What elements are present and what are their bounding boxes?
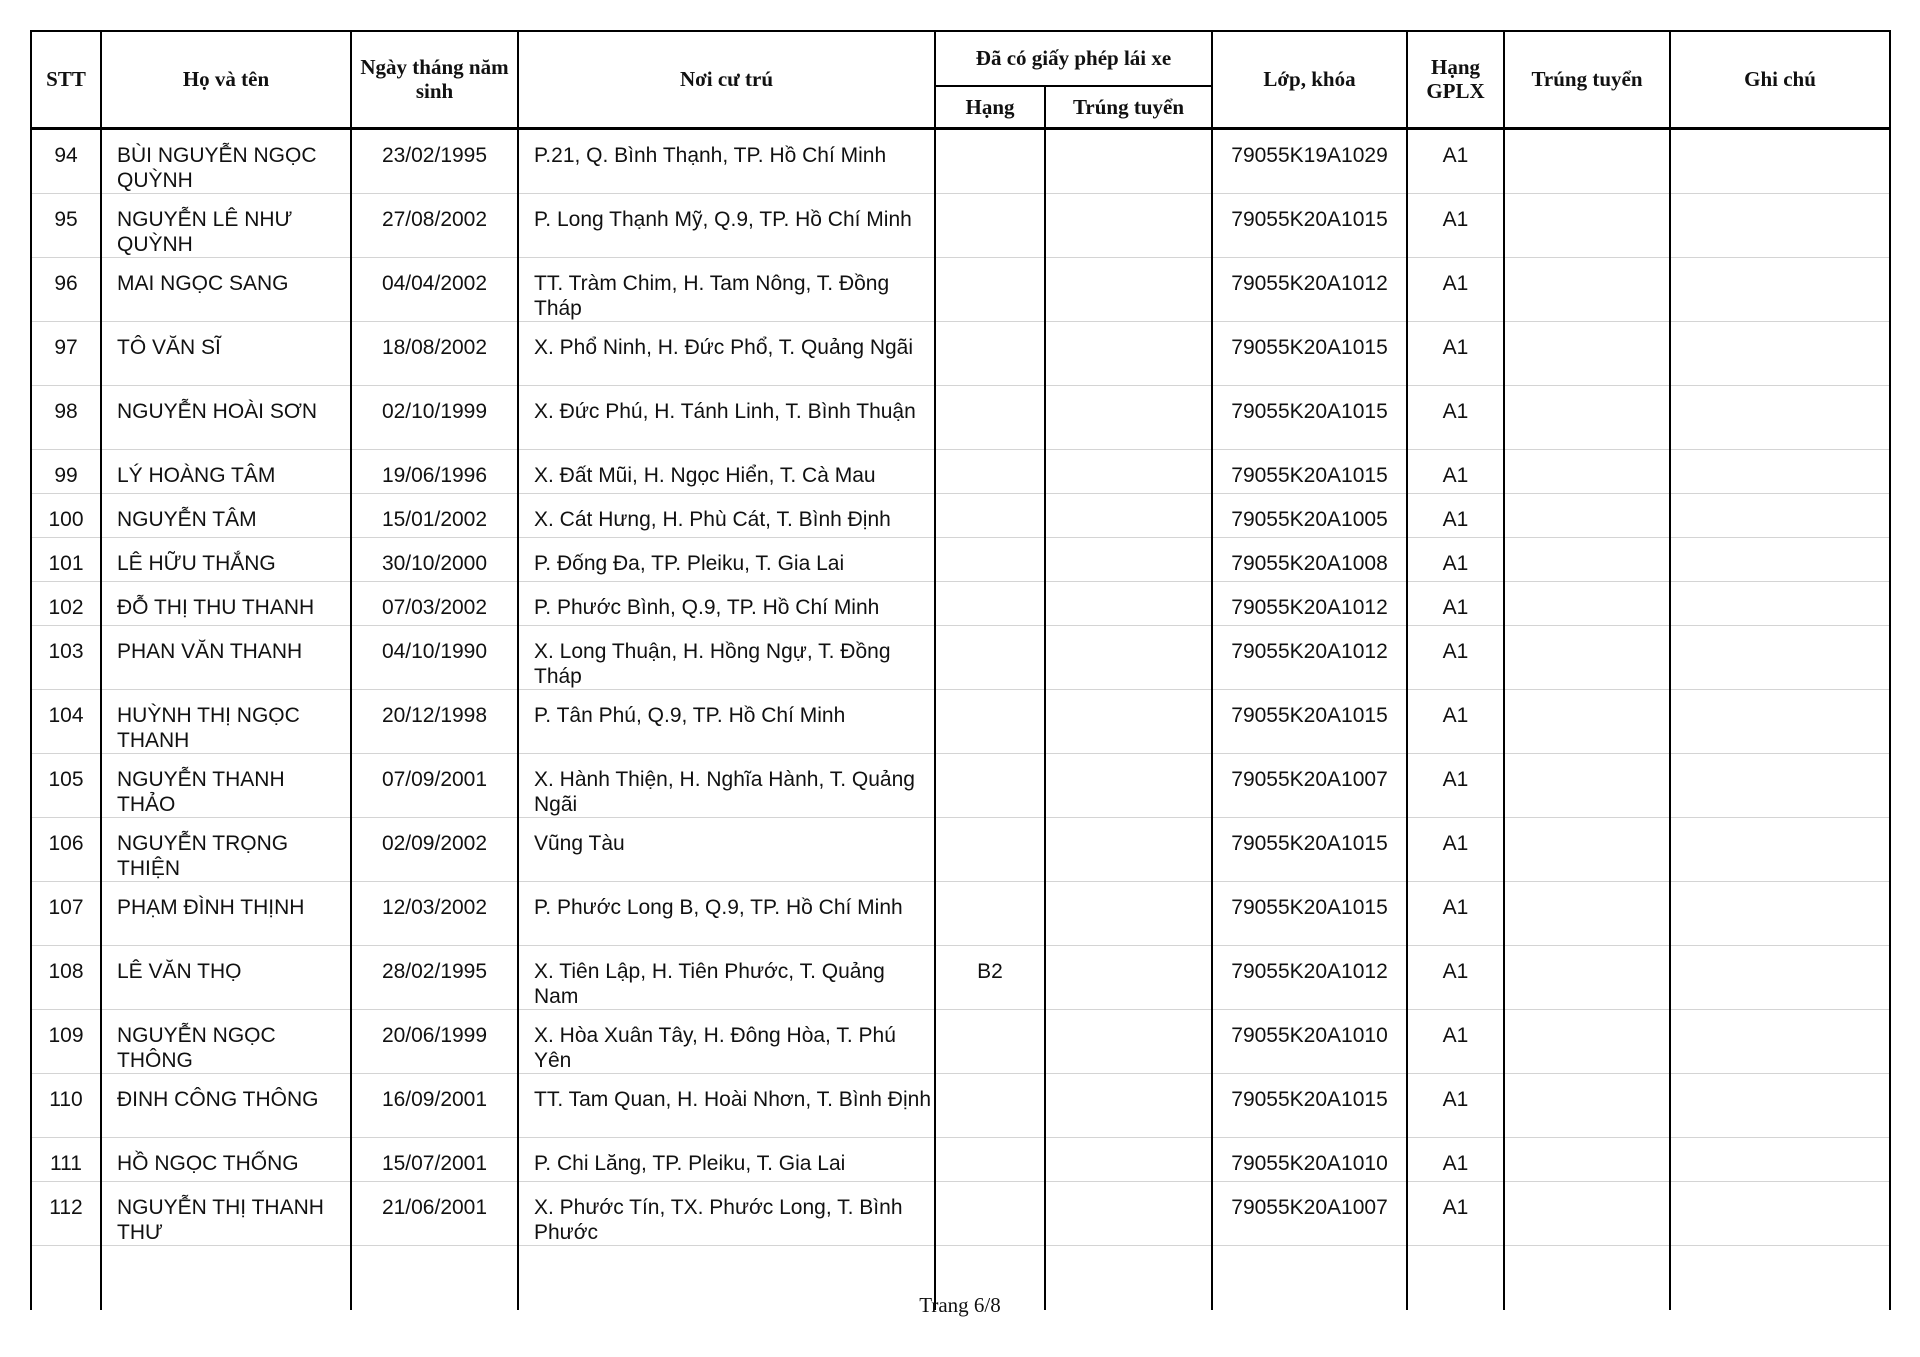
- name-cell: LÊ HỮU THẮNG: [101, 537, 351, 581]
- name-cell: NGUYỄN THANH THẢO: [101, 753, 351, 817]
- dob-cell: 21/06/2001: [351, 1181, 518, 1245]
- residence-cell: TT. Tam Quan, H. Hoài Nhơn, T. Bình Định: [518, 1073, 935, 1137]
- license-passed-cell: [1045, 321, 1212, 385]
- passed-cell: [1504, 257, 1670, 321]
- candidate-table: [30, 30, 1891, 1310]
- dob-cell: 15/07/2001: [351, 1137, 518, 1181]
- passed-cell: [1504, 753, 1670, 817]
- class-course-cell: 79055K20A1015: [1212, 193, 1407, 257]
- table-row: [31, 625, 1890, 689]
- license-class-cell: [935, 1073, 1045, 1137]
- license-class-cell: [935, 581, 1045, 625]
- class-course-cell: 79055K20A1015: [1212, 385, 1407, 449]
- residence-cell: P. Long Thạnh Mỹ, Q.9, TP. Hồ Chí Minh: [518, 193, 935, 257]
- dob-cell: 07/03/2002: [351, 581, 518, 625]
- dob-cell: 02/10/1999: [351, 385, 518, 449]
- table-row: [31, 945, 1890, 1009]
- residence-cell: X. Cát Hưng, H. Phù Cát, T. Bình Định: [518, 493, 935, 537]
- license-passed-cell: [1045, 193, 1212, 257]
- license-passed-cell: [1045, 449, 1212, 493]
- dob-cell: 23/02/1995: [351, 128, 518, 193]
- header-class-course: Lớp, khóa: [1212, 31, 1407, 128]
- header-dob: Ngày tháng năm sinh: [351, 31, 518, 128]
- class-course-cell: 79055K20A1015: [1212, 689, 1407, 753]
- residence-cell: P. Chi Lăng, TP. Pleiku, T. Gia Lai: [518, 1137, 935, 1181]
- gplx-cell: A1: [1407, 753, 1504, 817]
- passed-cell: [1504, 581, 1670, 625]
- name-cell: NGUYỄN LÊ NHƯ QUỲNH: [101, 193, 351, 257]
- stt-cell: 99: [31, 449, 101, 493]
- gplx-cell: A1: [1407, 625, 1504, 689]
- note-cell: [1670, 449, 1890, 493]
- table-row: [31, 817, 1890, 881]
- stt-cell: 98: [31, 385, 101, 449]
- license-class-cell: [935, 128, 1045, 193]
- table-row: [31, 128, 1890, 193]
- license-passed-cell: [1045, 1181, 1212, 1245]
- note-cell: [1670, 753, 1890, 817]
- table-row: [31, 1181, 1890, 1245]
- stt-cell: 97: [31, 321, 101, 385]
- gplx-cell: A1: [1407, 581, 1504, 625]
- header-stt: STT: [31, 31, 101, 128]
- gplx-cell: A1: [1407, 945, 1504, 1009]
- header-passed: Trúng tuyển: [1504, 31, 1670, 128]
- license-class-cell: [935, 689, 1045, 753]
- class-course-cell: 79055K20A1015: [1212, 449, 1407, 493]
- passed-cell: [1504, 1073, 1670, 1137]
- residence-cell: X. Hành Thiện, H. Nghĩa Hành, T. Quảng Ngãi: [518, 753, 935, 817]
- passed-cell: [1504, 1181, 1670, 1245]
- passed-cell: [1504, 385, 1670, 449]
- stt-cell: 95: [31, 193, 101, 257]
- license-class-cell: [935, 817, 1045, 881]
- license-class-cell: [935, 881, 1045, 945]
- license-passed-cell: [1045, 537, 1212, 581]
- residence-cell: P. Tân Phú, Q.9, TP. Hồ Chí Minh: [518, 689, 935, 753]
- license-class-cell: [935, 257, 1045, 321]
- name-cell: PHAN VĂN THANH: [101, 625, 351, 689]
- dob-cell: 02/09/2002: [351, 817, 518, 881]
- header-note: Ghi chú: [1670, 31, 1890, 128]
- name-cell: MAI NGỌC SANG: [101, 257, 351, 321]
- dob-cell: 07/09/2001: [351, 753, 518, 817]
- name-cell: TÔ VĂN SĨ: [101, 321, 351, 385]
- table-row: [31, 581, 1890, 625]
- header-gplx-class: Hạng GPLX: [1407, 31, 1504, 128]
- stt-cell: 101: [31, 537, 101, 581]
- residence-cell: X. Đất Mũi, H. Ngọc Hiển, T. Cà Mau: [518, 449, 935, 493]
- stt-cell: 108: [31, 945, 101, 1009]
- license-class-cell: B2: [935, 945, 1045, 1009]
- class-course-cell: 79055K20A1008: [1212, 537, 1407, 581]
- dob-cell: 15/01/2002: [351, 493, 518, 537]
- table-row: [31, 449, 1890, 493]
- note-cell: [1670, 257, 1890, 321]
- license-passed-cell: [1045, 1137, 1212, 1181]
- residence-cell: Vũng Tàu: [518, 817, 935, 881]
- class-course-cell: 79055K20A1012: [1212, 581, 1407, 625]
- stt-cell: 110: [31, 1073, 101, 1137]
- stt-cell: 109: [31, 1009, 101, 1073]
- name-cell: HUỲNH THỊ NGỌC THANH: [101, 689, 351, 753]
- header-residence: Nơi cư trú: [518, 31, 935, 128]
- residence-cell: X. Long Thuận, H. Hồng Ngự, T. Đồng Tháp: [518, 625, 935, 689]
- class-course-cell: 79055K19A1029: [1212, 128, 1407, 193]
- page-number: Trang 6/8: [919, 1293, 1001, 1317]
- license-passed-cell: [1045, 1009, 1212, 1073]
- note-cell: [1670, 321, 1890, 385]
- name-cell: NGUYỄN NGỌC THÔNG: [101, 1009, 351, 1073]
- license-passed-cell: [1045, 128, 1212, 193]
- table-row: [31, 385, 1890, 449]
- header-has-license: Đã có giấy phép lái xe: [935, 31, 1212, 86]
- residence-cell: P. Phước Long B, Q.9, TP. Hồ Chí Minh: [518, 881, 935, 945]
- table-body: [31, 128, 1890, 1310]
- class-course-cell: 79055K20A1012: [1212, 625, 1407, 689]
- dob-cell: 12/03/2002: [351, 881, 518, 945]
- passed-cell: [1504, 128, 1670, 193]
- passed-cell: [1504, 689, 1670, 753]
- license-class-cell: [935, 625, 1045, 689]
- stt-cell: 105: [31, 753, 101, 817]
- class-course-cell: 79055K20A1007: [1212, 1181, 1407, 1245]
- note-cell: [1670, 817, 1890, 881]
- stt-cell: 112: [31, 1181, 101, 1245]
- stt-cell: 104: [31, 689, 101, 753]
- class-course-cell: 79055K20A1007: [1212, 753, 1407, 817]
- gplx-cell: A1: [1407, 1137, 1504, 1181]
- gplx-cell: A1: [1407, 1073, 1504, 1137]
- class-course-cell: 79055K20A1015: [1212, 1073, 1407, 1137]
- note-cell: [1670, 537, 1890, 581]
- gplx-cell: A1: [1407, 493, 1504, 537]
- class-course-cell: 79055K20A1015: [1212, 817, 1407, 881]
- gplx-cell: A1: [1407, 193, 1504, 257]
- gplx-cell: A1: [1407, 1009, 1504, 1073]
- license-class-cell: [935, 449, 1045, 493]
- passed-cell: [1504, 193, 1670, 257]
- residence-cell: P. Phước Bình, Q.9, TP. Hồ Chí Minh: [518, 581, 935, 625]
- license-class-cell: [935, 1137, 1045, 1181]
- stt-cell: 111: [31, 1137, 101, 1181]
- header-license-passed: Trúng tuyển: [1045, 86, 1212, 128]
- table-row: [31, 689, 1890, 753]
- name-cell: ĐỖ THỊ THU THANH: [101, 581, 351, 625]
- residence-cell: P. Đống Đa, TP. Pleiku, T. Gia Lai: [518, 537, 935, 581]
- note-cell: [1670, 945, 1890, 1009]
- residence-cell: X. Đức Phú, H. Tánh Linh, T. Bình Thuận: [518, 385, 935, 449]
- note-cell: [1670, 1181, 1890, 1245]
- class-course-cell: 79055K20A1015: [1212, 321, 1407, 385]
- license-class-cell: [935, 321, 1045, 385]
- dob-cell: 04/04/2002: [351, 257, 518, 321]
- class-course-cell: 79055K20A1012: [1212, 945, 1407, 1009]
- name-cell: LÊ VĂN THỌ: [101, 945, 351, 1009]
- class-course-cell: 79055K20A1015: [1212, 881, 1407, 945]
- name-cell: LÝ HOÀNG TÂM: [101, 449, 351, 493]
- table-row: [31, 1009, 1890, 1073]
- table-row: [31, 193, 1890, 257]
- gplx-cell: A1: [1407, 881, 1504, 945]
- name-cell: NGUYỄN THỊ THANH THƯ: [101, 1181, 351, 1245]
- note-cell: [1670, 689, 1890, 753]
- gplx-cell: A1: [1407, 321, 1504, 385]
- stt-cell: 100: [31, 493, 101, 537]
- dob-cell: 18/08/2002: [351, 321, 518, 385]
- note-cell: [1670, 625, 1890, 689]
- license-passed-cell: [1045, 945, 1212, 1009]
- license-passed-cell: [1045, 817, 1212, 881]
- passed-cell: [1504, 817, 1670, 881]
- license-passed-cell: [1045, 625, 1212, 689]
- name-cell: NGUYỄN TÂM: [101, 493, 351, 537]
- table-row: [31, 881, 1890, 945]
- gplx-cell: A1: [1407, 1181, 1504, 1245]
- note-cell: [1670, 1073, 1890, 1137]
- table-row: [31, 1137, 1890, 1181]
- note-cell: [1670, 581, 1890, 625]
- passed-cell: [1504, 945, 1670, 1009]
- note-cell: [1670, 193, 1890, 257]
- dob-cell: 19/06/1996: [351, 449, 518, 493]
- dob-cell: 20/06/1999: [351, 1009, 518, 1073]
- residence-cell: X. Phổ Ninh, H. Đức Phổ, T. Quảng Ngãi: [518, 321, 935, 385]
- passed-cell: [1504, 449, 1670, 493]
- license-class-cell: [935, 537, 1045, 581]
- class-course-cell: 79055K20A1012: [1212, 257, 1407, 321]
- table-row: [31, 493, 1890, 537]
- name-cell: HỒ NGỌC THỐNG: [101, 1137, 351, 1181]
- license-class-cell: [935, 193, 1045, 257]
- gplx-cell: A1: [1407, 449, 1504, 493]
- stt-cell: 102: [31, 581, 101, 625]
- note-cell: [1670, 493, 1890, 537]
- stt-cell: 96: [31, 257, 101, 321]
- table-row: [31, 321, 1890, 385]
- stt-cell: 107: [31, 881, 101, 945]
- gplx-cell: A1: [1407, 128, 1504, 193]
- note-cell: [1670, 385, 1890, 449]
- name-cell: ĐINH CÔNG THÔNG: [101, 1073, 351, 1137]
- name-cell: PHẠM ĐÌNH THỊNH: [101, 881, 351, 945]
- license-class-cell: [935, 1181, 1045, 1245]
- table-row: [31, 753, 1890, 817]
- license-passed-cell: [1045, 881, 1212, 945]
- passed-cell: [1504, 1137, 1670, 1181]
- license-passed-cell: [1045, 1073, 1212, 1137]
- name-cell: NGUYỄN TRỌNG THIỆN: [101, 817, 351, 881]
- residence-cell: X. Phước Tín, TX. Phước Long, T. Bình Phước: [518, 1181, 935, 1245]
- license-passed-cell: [1045, 257, 1212, 321]
- stt-cell: 106: [31, 817, 101, 881]
- note-cell: [1670, 1137, 1890, 1181]
- table-row: [31, 257, 1890, 321]
- stt-cell: 103: [31, 625, 101, 689]
- table-row: [31, 1073, 1890, 1137]
- residence-cell: P.21, Q. Bình Thạnh, TP. Hồ Chí Minh: [518, 128, 935, 193]
- gplx-cell: A1: [1407, 385, 1504, 449]
- stt-cell: 94: [31, 128, 101, 193]
- gplx-cell: A1: [1407, 689, 1504, 753]
- header-name: Họ và tên: [101, 31, 351, 128]
- dob-cell: 16/09/2001: [351, 1073, 518, 1137]
- license-class-cell: [935, 753, 1045, 817]
- note-cell: [1670, 881, 1890, 945]
- gplx-cell: A1: [1407, 817, 1504, 881]
- residence-cell: X. Tiên Lập, H. Tiên Phước, T. Quảng Nam: [518, 945, 935, 1009]
- passed-cell: [1504, 625, 1670, 689]
- class-course-cell: 79055K20A1005: [1212, 493, 1407, 537]
- license-class-cell: [935, 1009, 1045, 1073]
- residence-cell: X. Hòa Xuân Tây, H. Đông Hòa, T. Phú Yên: [518, 1009, 935, 1073]
- table-row: [31, 537, 1890, 581]
- license-passed-cell: [1045, 581, 1212, 625]
- gplx-cell: A1: [1407, 537, 1504, 581]
- passed-cell: [1504, 537, 1670, 581]
- name-cell: NGUYỄN HOÀI SƠN: [101, 385, 351, 449]
- name-cell: BÙI NGUYỄN NGỌC QUỲNH: [101, 128, 351, 193]
- note-cell: [1670, 128, 1890, 193]
- header-license-class: Hạng: [935, 86, 1045, 128]
- class-course-cell: 79055K20A1010: [1212, 1009, 1407, 1073]
- license-passed-cell: [1045, 493, 1212, 537]
- license-class-cell: [935, 493, 1045, 537]
- passed-cell: [1504, 321, 1670, 385]
- license-passed-cell: [1045, 753, 1212, 817]
- license-passed-cell: [1045, 385, 1212, 449]
- passed-cell: [1504, 1009, 1670, 1073]
- residence-cell: TT. Tràm Chim, H. Tam Nông, T. Đồng Tháp: [518, 257, 935, 321]
- passed-cell: [1504, 881, 1670, 945]
- dob-cell: 27/08/2002: [351, 193, 518, 257]
- dob-cell: 04/10/1990: [351, 625, 518, 689]
- dob-cell: 20/12/1998: [351, 689, 518, 753]
- table-header: [31, 31, 1890, 128]
- license-class-cell: [935, 385, 1045, 449]
- license-passed-cell: [1045, 689, 1212, 753]
- class-course-cell: 79055K20A1010: [1212, 1137, 1407, 1181]
- gplx-cell: A1: [1407, 257, 1504, 321]
- passed-cell: [1504, 493, 1670, 537]
- dob-cell: 30/10/2000: [351, 537, 518, 581]
- note-cell: [1670, 1009, 1890, 1073]
- dob-cell: 28/02/1995: [351, 945, 518, 1009]
